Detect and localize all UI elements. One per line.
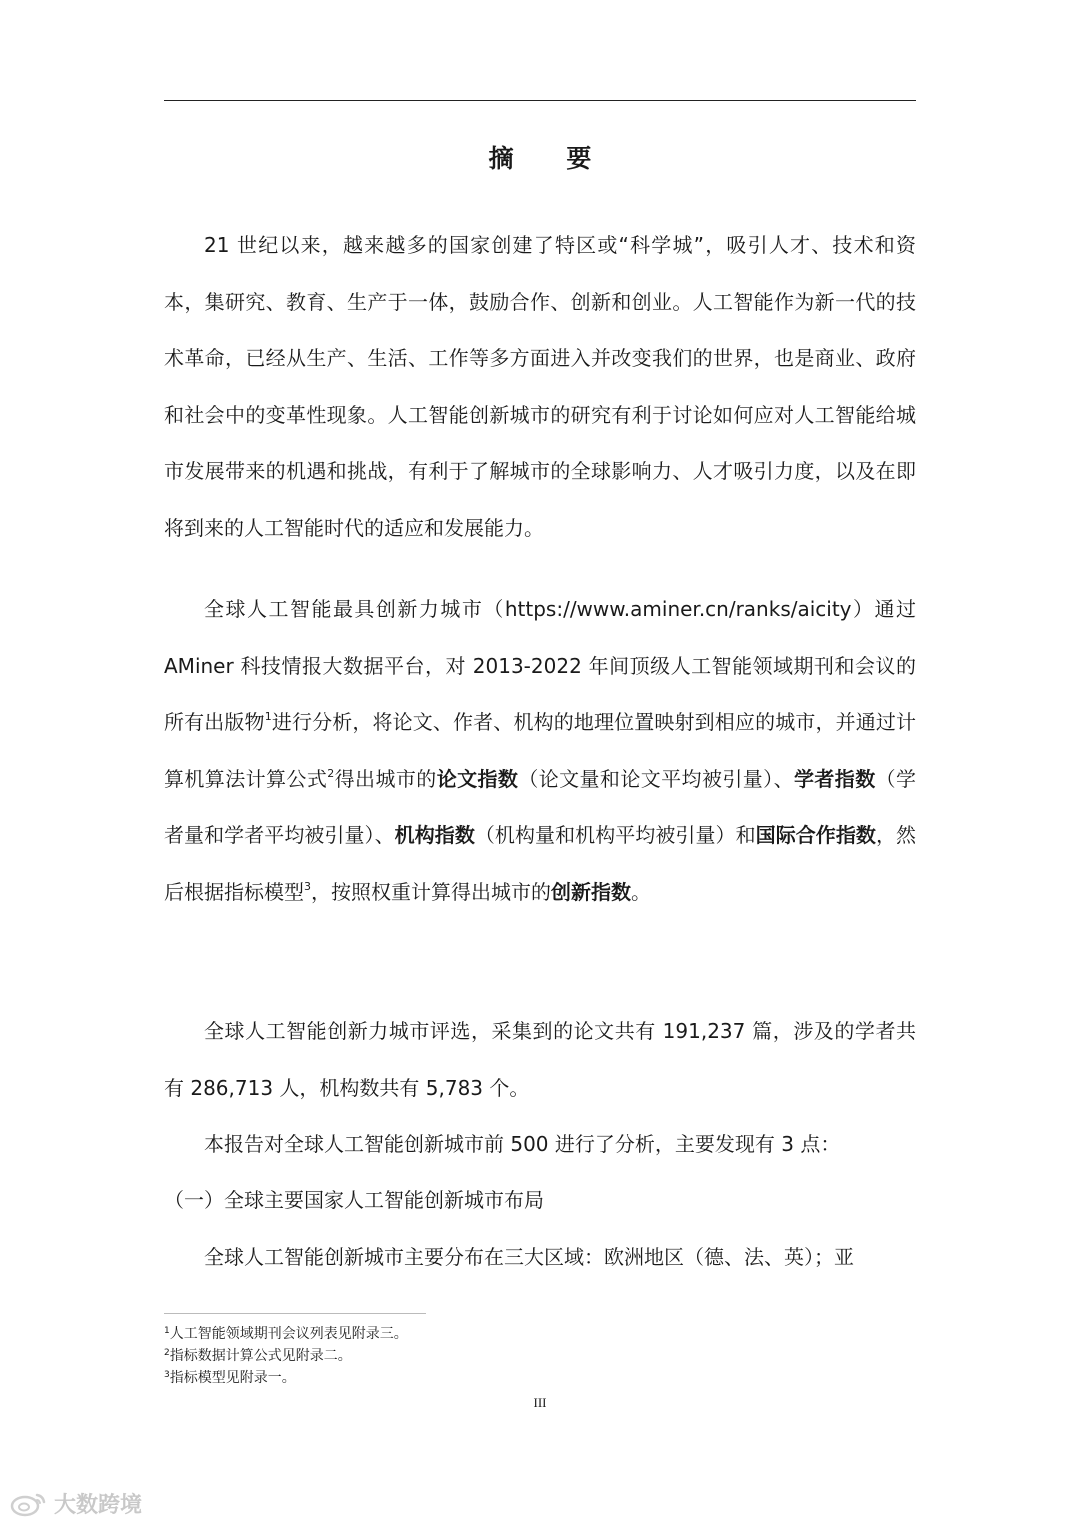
footnote-rule <box>164 1313 426 1314</box>
term-scholar-index: 学者指数 <box>794 766 876 791</box>
paragraph-distribution: 全球人工智能创新城市主要分布在三大区域：欧洲地区（德、法、英）；亚 <box>204 1245 854 1269</box>
footnote-2: $^2$指标数据计算公式见附录二。 <box>164 1348 352 1364</box>
term-innovation-index: 创新指数 <box>551 879 631 904</box>
page-number: III <box>533 1395 547 1410</box>
term-institution-index: 机构指数 <box>394 823 475 847</box>
term-paper-index: 论文指数 <box>436 766 519 791</box>
page-title: 摘 要 <box>488 144 614 173</box>
paragraph-intro: 21 世纪以来，越来越多的国家创建了特区或“科学城”，吸引人才、技术和资本，集研究、教育、生产于一体，鼓励合作、创新和创业。人工智能作为新一代的技术革命，已经从生产、生活、工作等多方面进入并改变我们的世界，也是商业、政府和社会中的变革性现象。人工智能创新城市的研究有利于讨论如何应对人工智能给城市发展带来的机遇和挑战，有利于了解城市的全球影响力、人才吸引力度，以及在即将到来的人工智能时代的适应和发展能力。 <box>164 233 916 540</box>
footnote-ref-2[interactable]: 2 <box>327 766 335 780</box>
weibo-logo-icon <box>10 1491 48 1517</box>
footnote-ref-1[interactable]: 1 <box>264 710 272 723</box>
paragraph-findings-intro: 本报告对全球人工智能创新城市前 500 进行了分析，主要发现有 3 点： <box>204 1132 841 1156</box>
term-intl-coop-index: 国际合作指数 <box>755 823 876 847</box>
watermark-text: 大数跨境 <box>54 1493 143 1518</box>
footnote-3: $^3$指标模型见附录一。 <box>164 1370 296 1386</box>
watermark <box>10 1488 142 1519</box>
paragraph-methodology: 全球人工智能最具创新力城市（https://www.aminer.cn/ranks/aicity）通过 AMiner 科技情报大数据平台，对 2013-2022 年间顶级人工智能领域期刊和会议的所有出版物$^1$进行分析，将论文、作者、机构的地理位置映射到相应的城市，并通过计算机算法计算公式$^2$得出城市的论文指数（论文量和论文平均被引量）、学者指数（学者量和学者平均被引量）、机构指数（机构量和机构平均被引量）和国际合作指数，然后根据指标模型$^3$，按照权重计算得出城市的创新指数。 <box>164 597 917 904</box>
footnote-ref-3[interactable]: 3 <box>304 879 311 893</box>
header-rule <box>164 100 916 101</box>
paragraph-statistics: 全球人工智能创新力城市评选，采集到的论文共有 191,237 篇，涉及的学者共有 286,713 人，机构数共有 5,783 个。 <box>164 1019 916 1100</box>
footnotes <box>164 1323 764 1389</box>
section-heading: （一）全球主要国家人工智能创新城市布局 <box>164 1188 544 1212</box>
footnote-1: $^1$人工智能领域期刊会议列表见附录三。 <box>164 1326 408 1342</box>
